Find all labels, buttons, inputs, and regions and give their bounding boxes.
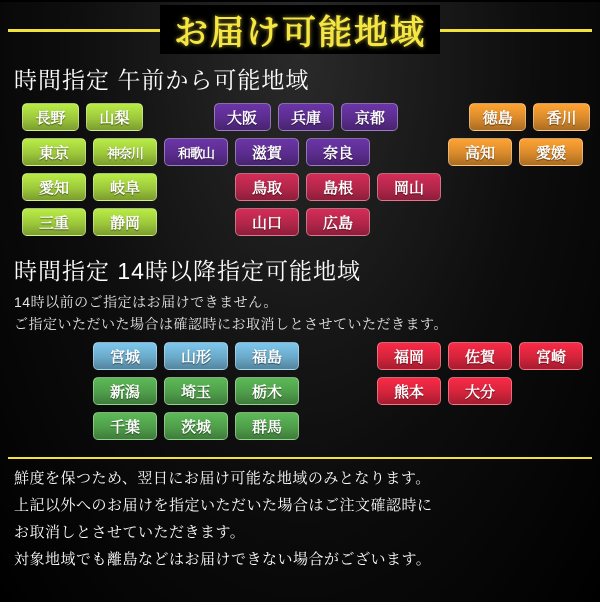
prefecture-pill: 山形	[164, 342, 228, 370]
prefecture-pill: 愛媛	[519, 138, 583, 166]
prefecture-pill: 山梨	[86, 103, 143, 131]
title-banner	[0, 2, 600, 56]
section-pm-grid	[0, 336, 600, 451]
grid-spacer	[22, 377, 86, 405]
section-pm-heading: 時間指定 14時以降指定可能地域	[14, 258, 361, 284]
prefecture-pill: 群馬	[235, 412, 299, 440]
section-am-heading: 時間指定 午前から可能地域	[14, 67, 310, 93]
grid-spacer	[377, 138, 441, 166]
footer-divider	[8, 457, 592, 459]
prefecture-pill: 徳島	[469, 103, 526, 131]
region-row	[10, 412, 590, 440]
footer-line: 対象地域でも離島などはお届けできない場合がございます。	[14, 551, 432, 568]
prefecture-pill: 宮崎	[519, 342, 583, 370]
prefecture-pill: 千葉	[93, 412, 157, 440]
prefecture-pill: 岐阜	[93, 173, 157, 201]
prefecture-pill: 岡山	[377, 173, 441, 201]
prefecture-pill: 広島	[306, 208, 370, 236]
grid-spacer	[22, 342, 86, 370]
prefecture-pill: 香川	[533, 103, 590, 131]
prefecture-pill: 宮城	[93, 342, 157, 370]
grid-spacer	[306, 377, 370, 405]
prefecture-pill: 神奈川	[93, 138, 157, 166]
grid-spacer	[306, 342, 370, 370]
prefecture-pill: 島根	[306, 173, 370, 201]
prefecture-pill: 静岡	[93, 208, 157, 236]
prefecture-pill: 福岡	[377, 342, 441, 370]
section-am-grid	[0, 101, 600, 247]
prefecture-pill: 福島	[235, 342, 299, 370]
footer-line: 鮮度を保つため、翌日にお届け可能な地域のみとなります。	[14, 470, 431, 487]
page-title: お届け可能地域	[160, 5, 440, 54]
region-row	[10, 138, 590, 166]
prefecture-pill: 京都	[341, 103, 398, 131]
grid-spacer	[150, 103, 207, 131]
grid-spacer	[164, 173, 228, 201]
footer-line: 上記以外へのお届けを指定いただいた場合はご注文確認時に	[14, 497, 433, 514]
prefecture-pill: 兵庫	[278, 103, 335, 131]
region-row	[10, 342, 590, 370]
region-row	[10, 208, 590, 236]
prefecture-pill: 和歌山	[164, 138, 228, 166]
prefecture-pill: 佐賀	[448, 342, 512, 370]
region-row	[10, 377, 590, 405]
grid-spacer	[405, 103, 462, 131]
section-pm-note-1: 14時以前のご指定はお届けできません。	[14, 294, 278, 310]
prefecture-pill: 奈良	[306, 138, 370, 166]
region-row	[10, 173, 590, 201]
prefecture-pill: 大分	[448, 377, 512, 405]
prefecture-pill: 山口	[235, 208, 299, 236]
prefecture-pill: 大阪	[214, 103, 271, 131]
grid-spacer	[22, 412, 86, 440]
grid-spacer	[164, 208, 228, 236]
prefecture-pill: 東京	[22, 138, 86, 166]
prefecture-pill: 滋賀	[235, 138, 299, 166]
prefecture-pill: 長野	[22, 103, 79, 131]
footer-line: お取消しとさせていただきます。	[14, 524, 246, 541]
section-pm-note-2: ご指定いただいた場合は確認時にお取消しとさせていただきます。	[14, 316, 448, 332]
prefecture-pill: 三重	[22, 208, 86, 236]
prefecture-pill: 新潟	[93, 377, 157, 405]
prefecture-pill: 高知	[448, 138, 512, 166]
prefecture-pill: 栃木	[235, 377, 299, 405]
prefecture-pill: 熊本	[377, 377, 441, 405]
prefecture-pill: 愛知	[22, 173, 86, 201]
region-row	[10, 103, 590, 131]
delivery-area-poster	[0, 2, 600, 602]
prefecture-pill: 鳥取	[235, 173, 299, 201]
prefecture-pill: 埼玉	[164, 377, 228, 405]
footer-notes	[0, 465, 600, 569]
prefecture-pill: 茨城	[164, 412, 228, 440]
